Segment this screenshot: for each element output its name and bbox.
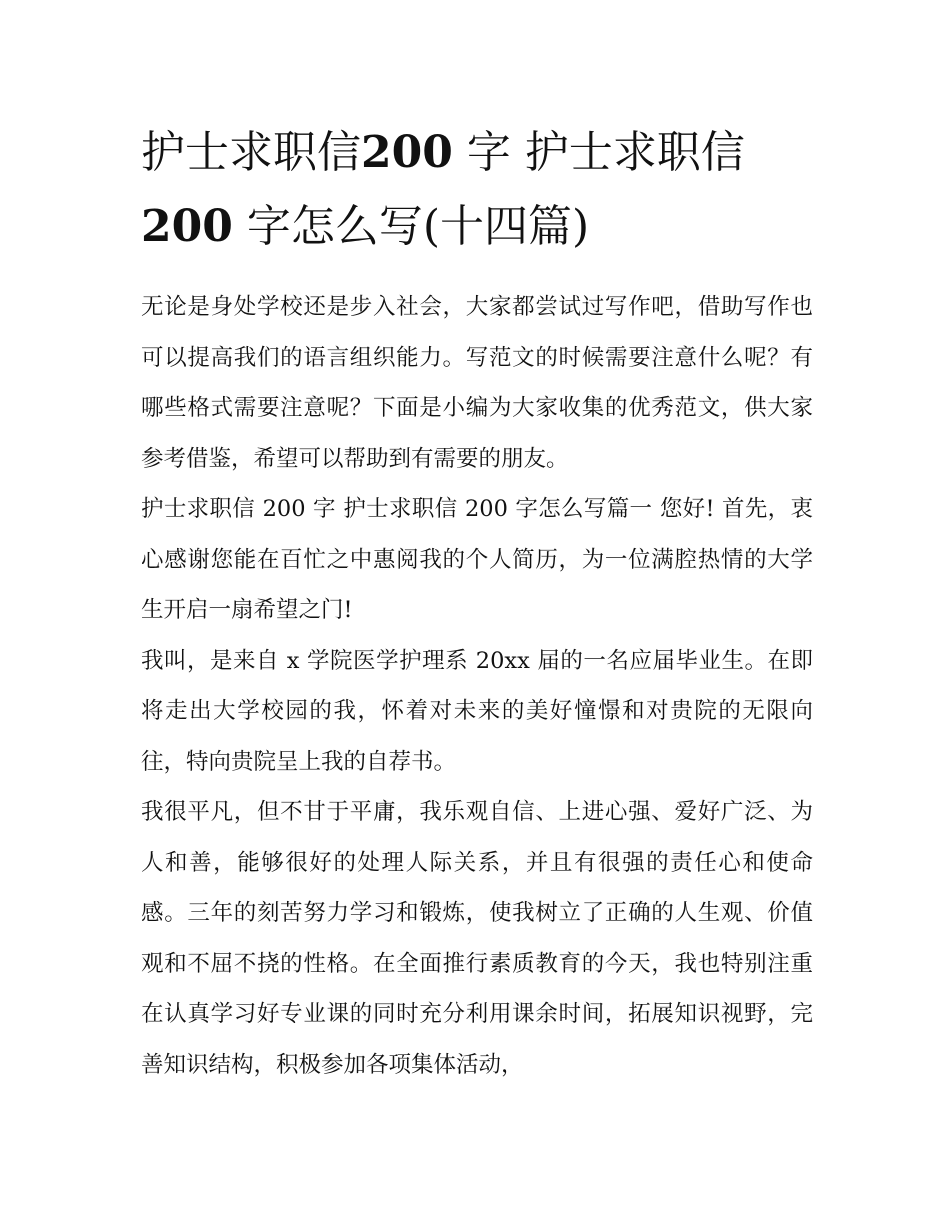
document-body xyxy=(141,116,813,1090)
paragraph-intro: 无论是身处学校还是步入社会，大家都尝试过写作吧，借助写作也可以提高我们的语言组织能力。写范文的时候需要注意什么呢？有哪些格式需要注意呢？下面是小编为大家收集的优秀范文，供大家参考借鉴，希望可以帮助到有需要的朋友。 xyxy=(141,294,813,472)
paragraph-greeting: 护士求职信 200 字 护士求职信 200 字怎么写篇一 您好! 首先，衷心感谢您能在百忙之中惠阅我的个人简历，为一位满腔热情的大学生开启一扇希望之门! xyxy=(141,496,813,623)
title-number: 200 xyxy=(141,201,233,252)
title-part: 字 护士求职信 xyxy=(466,127,745,178)
title-part: 护士求职信 xyxy=(141,127,361,178)
paragraph-self-intro: 我叫，是来自 x 学院医学护理系 20xx 届的一名应届毕业生。在即将走出大学校园的我，怀着对未来的美好憧憬和对贵院的无限向往，特向贵院呈上我的自荐书。 xyxy=(141,647,813,775)
title-part: 字怎么写(十四篇) xyxy=(246,201,590,252)
paragraph-personality: 我很平凡，但不甘于平庸，我乐观自信、上进心强、爱好广泛、为人和善，能够很好的处理人际关系，并且有很强的责任心和使命感。三年的刻苦努力学习和锻炼，使我树立了正确的人生观、价值观和不屈不挠的性格。在全面推行素质教育的今天，我也特别注重在认真学习好专业课的同时充分利用课余时间，拓展知识视野，完善知识结构，积极参加各项集体活动， xyxy=(141,799,813,1078)
document-title xyxy=(141,116,813,264)
title-number: 200 xyxy=(361,127,453,178)
